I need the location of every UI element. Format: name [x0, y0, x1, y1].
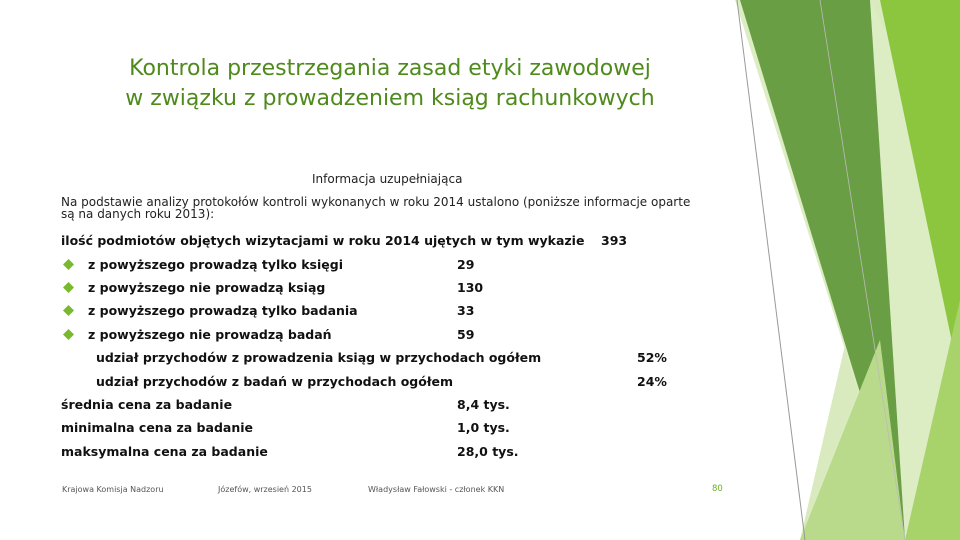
bullet-label: z powyższego prowadzą tylko księgi [88, 257, 343, 272]
page-number: 80 [712, 484, 723, 494]
price-label: minimalna cena za badanie [61, 420, 253, 435]
bullet-value: 59 [457, 327, 475, 342]
footer-author: Władysław Fałowski - członek KKN [368, 485, 505, 494]
title-line-1: Kontrola przestrzegania zasad etyki zawodowej [129, 56, 651, 81]
intro-text [61, 196, 731, 220]
diamond-bullet-icon [63, 259, 74, 270]
share-label: udział przychodów z badań w przychodach ogółem [96, 374, 453, 389]
intro-line-1: Na podstawie analizy protokołów kontroli wykonanych w roku 2014 ustalono (poniższe informacje oparte [61, 195, 691, 209]
price-value: 1,0 tys. [457, 420, 510, 435]
footer-org: Krajowa Komisja Nadzoru [62, 485, 164, 494]
share-label: udział przychodów z prowadzenia ksiąg w przychodach ogółem [96, 350, 542, 365]
bullet-label: z powyższego nie prowadzą badań [88, 327, 332, 342]
title-line-2: w związku z prowadzeniem ksiąg rachunkowych [125, 86, 655, 111]
price-value: 8,4 tys. [457, 397, 510, 412]
bullet-label: z powyższego nie prowadzą ksiąg [88, 280, 326, 295]
share-value: 52% [637, 350, 667, 365]
slide-title [100, 54, 680, 114]
price-label: średnia cena za badanie [61, 397, 233, 412]
total-value: 393 [601, 233, 628, 248]
total-label: ilość podmiotów objętych wizytacjami w roku 2014 ujętych w tym wykazie [61, 233, 585, 248]
bullet-label: z powyższego prowadzą tylko badania [88, 303, 358, 318]
subheading: Informacja uzupełniająca [312, 172, 463, 186]
price-label: maksymalna cena za badanie [61, 444, 268, 459]
share-value: 24% [637, 374, 667, 389]
bullet-value: 130 [457, 280, 484, 295]
bullet-value: 29 [457, 257, 475, 272]
price-value: 28,0 tys. [457, 444, 519, 459]
diamond-bullet-icon [63, 329, 74, 340]
intro-line-2: są na danych roku 2013): [61, 207, 215, 221]
bullet-value: 33 [457, 303, 475, 318]
diamond-bullet-icon [63, 282, 74, 293]
diamond-bullet-icon [63, 305, 74, 316]
footer-place-date: Józefów, wrzesień 2015 [218, 485, 312, 494]
